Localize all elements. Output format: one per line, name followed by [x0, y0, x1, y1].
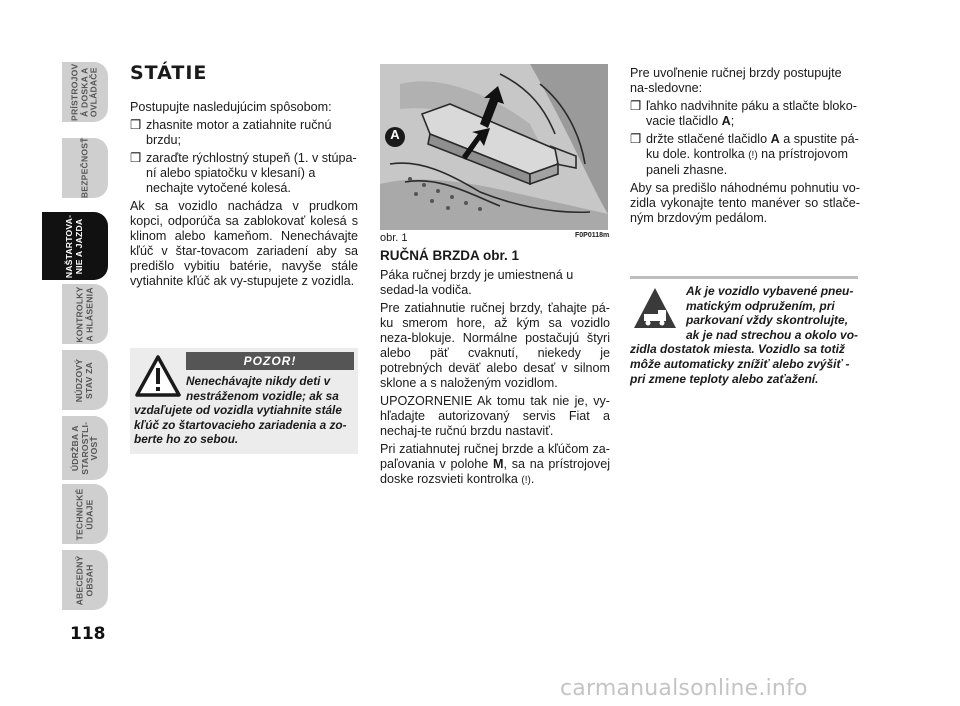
tab-label: BEZPEČNOSŤ [79, 137, 90, 199]
body-paragraph: Páka ručnej brzdy je umiestnená u sedad-la vodiča. [380, 268, 574, 297]
tab-label: KONTROLKY A HLÁSENIA [74, 285, 95, 343]
list-item: ❒ držte stlačené tlačidlo A a spustite pá-ku dole. kontrolka (!) na prístrojovom paneli zhasne. [630, 132, 859, 177]
tab-emergency[interactable] [62, 350, 108, 410]
tab-technical-data[interactable] [62, 484, 108, 544]
info-divider [630, 276, 858, 279]
tab-label: PRÍSTROJOV Á DOSKA A OVLÁDAČE [69, 63, 99, 121]
list-item: ❒ ľahko nadvihnite páku a stlačte bloko-vacie tlačidlo A; [630, 99, 857, 128]
tab-instrument-panel[interactable] [62, 62, 108, 122]
body-paragraph: Pri zatiahnutej ručnej brzde a kľúčom za-paľovania v polohe M, sa na prístrojovej doske rozsvieti kontrolka (!). [380, 442, 610, 486]
tab-safety[interactable] [62, 138, 108, 198]
figure-code: F0P0118m [575, 232, 610, 239]
warning-heading: POZOR! [186, 352, 354, 370]
info-box [630, 284, 864, 394]
warning-box [130, 348, 358, 454]
tab-starting-driving[interactable] [42, 212, 108, 280]
tab-maintenance[interactable] [62, 416, 108, 480]
watermark: carmanualsonline.info [560, 676, 808, 701]
brake-warning-indicator-icon: (!) [748, 150, 758, 161]
intro-text: Pre uvoľnenie ručnej brzdy postupujte na-sledovne: [630, 66, 842, 95]
bullet-icon: ❒ [130, 118, 142, 132]
body-paragraph: Aby sa predišlo náhodnému pohnutiu vo-zidla vykonajte tento manéver so stlače-ným brzdovým pedálom. [630, 181, 860, 225]
left-column [130, 100, 358, 292]
body-paragraph: Ak sa vozidlo nachádza v prudkom kopci, odporúča sa zablokovať kolesá s klinom alebo kameňom. Nenechávajte kľúč v štar-tovacom zariadení aby sa predišlo vybitiu batérie, navyše stále vytiahnite kľúč ak vy-stupujete z vozidla. [130, 199, 358, 288]
tab-warning-lights[interactable] [62, 284, 108, 344]
right-column [630, 66, 860, 229]
bullet-icon: ❒ [630, 99, 642, 113]
handbrake-illustration [380, 64, 608, 230]
intro-text: Postupujte nasledujúcim spôsobom: [130, 100, 332, 114]
section-heading-handbrake: RUČNÁ BRZDA obr. 1 [380, 248, 520, 263]
bullet-icon: ❒ [130, 151, 142, 165]
tab-label: NAŠTARTOVA- NIE A JAZDA [64, 214, 84, 278]
tab-label: ÚDRŽBA A STAROSTLI- VOSŤ [69, 421, 99, 475]
warning-text: Nenechávajte nikdy deti v nestráženom vozidle; ak sa vzdaľujete od vozidla vytiahnite stále kľúč zo štartovacieho zariadenia a zo-berte ho zo sebou. [134, 374, 347, 446]
figure-handbrake [380, 64, 608, 230]
tab-label: ABECEDNÝ OBSAH [74, 555, 95, 605]
body-paragraph: UPOZORNENIE Ak tomu tak nie je, vy-hľadajte autorizovaný servis Fiat a nechaj-te ručnú brzdu nastaviť. [380, 394, 610, 438]
body-paragraph: Pre zatiahnutie ručnej brzdy, ťahajte pá-ku smerom hore, až kým sa vozidlo neza-blokuje. Normálne postačujú štyri alebo päť cvaknutí, niekedy je potrebných deväť alebo desať v silnom sklone a s naloženým vozidlom. [380, 301, 610, 390]
section-title: STÁTIE [130, 62, 208, 84]
page-number: 118 [70, 624, 106, 644]
tab-label: NÚDZOVÝ STAV ZA [74, 358, 94, 402]
tab-label: TECHNICKÉ ÚDAJE [74, 488, 94, 540]
middle-column [380, 248, 610, 491]
brake-warning-indicator-icon: (!) [521, 475, 531, 486]
figure-label-a: A [390, 127, 400, 142]
tab-index[interactable] [62, 550, 108, 610]
bullet-icon: ❒ [630, 132, 642, 146]
list-item: ❒ zaraďte rýchlostný stupeň (1. v stúpa-ní alebo spiatočku v klesaní) a nechajte vytočené kolesá. [130, 151, 357, 195]
figure-caption: obr. 1 [380, 232, 408, 244]
list-item: ❒ zhasnite motor a zatiahnite ručnú brzdu; [130, 118, 332, 147]
info-text: Ak je vozidlo vybavené pneu-matickým odpružením, pri parkovaní vždy skontrolujte, ak je nad strechou a okolo vo- zidla dostatok miesta. Vozidlo sa totiž môže automaticky znížiť alebo zvýšiť - pri zmene teploty alebo zaťažení. [630, 284, 859, 386]
